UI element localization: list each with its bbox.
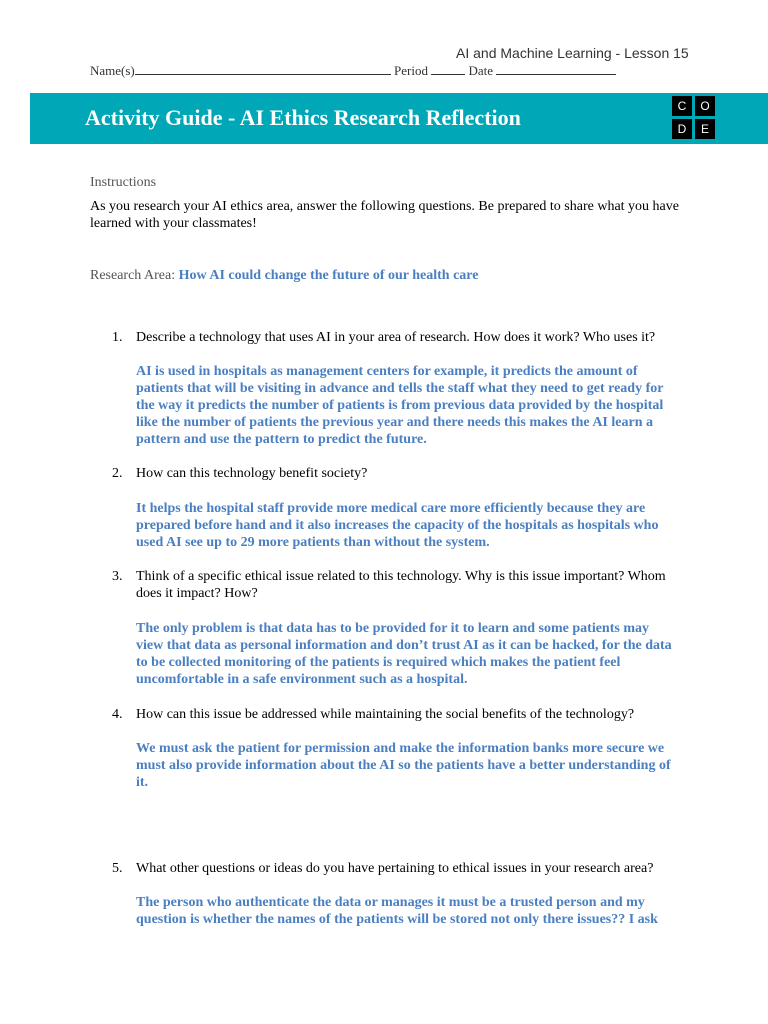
logo-letter: C bbox=[672, 96, 692, 116]
answer-3: The only problem is that data has to be provided for it to learn and some patients may view that data as personal information and don’t trust AI as it can be hacked, for the data to be collected monitoring of the patients is required which makes the patient feel uncomfortable in a safe environment such as a hospital. bbox=[136, 621, 672, 687]
question-text: How can this technology benefit society? bbox=[136, 466, 368, 481]
question-number: 5. bbox=[112, 861, 123, 876]
question-number: 4. bbox=[112, 707, 123, 722]
code-logo bbox=[672, 96, 716, 140]
answer-4: We must ask the patient for permission and make the information banks more secure we must also provide information about the AI so the patients have a better understanding of it. bbox=[136, 741, 671, 790]
date-label: Date bbox=[468, 63, 494, 78]
question-1 bbox=[112, 329, 672, 346]
question-text: Think of a specific ethical issue related to this technology. Why is this issue important? Whom does it impact? How? bbox=[136, 569, 666, 601]
name-period-date-line bbox=[90, 62, 616, 79]
lesson-label: AI and Machine Learning - Lesson 15 bbox=[456, 45, 689, 61]
period-label: Period bbox=[394, 63, 428, 78]
name-label: Name(s) bbox=[90, 63, 135, 78]
logo-letter: E bbox=[695, 119, 715, 139]
answer-2: It helps the hospital staff provide more medical care more efficiently because they are prepared before hand and it also increases the capacity of the hospitals as hospitals who used AI see up to 29 more patients than without the system. bbox=[136, 501, 659, 550]
question-number: 3. bbox=[112, 569, 123, 584]
research-area bbox=[90, 268, 478, 284]
logo-letter: O bbox=[695, 96, 715, 116]
title-banner bbox=[30, 93, 768, 144]
instructions-text: As you research your AI ethics area, answer the following questions. Be prepared to share what you have learned with your classmates! bbox=[90, 199, 679, 231]
research-topic: How AI could change the future of our health care bbox=[178, 268, 479, 283]
name-blank bbox=[135, 62, 391, 75]
question-2 bbox=[112, 465, 672, 482]
question-text: Describe a technology that uses AI in your area of research. How does it work? Who uses it? bbox=[136, 330, 656, 345]
period-blank bbox=[431, 62, 465, 75]
question-5 bbox=[112, 860, 672, 877]
answer-5: The person who authenticate the data or manages it must be a trusted person and my question is whether the names of the patients will be stored not only there issues?? I ask bbox=[136, 895, 658, 927]
question-text: How can this issue be addressed while maintaining the social benefits of the technology? bbox=[136, 707, 635, 722]
instructions-label: Instructions bbox=[90, 175, 157, 190]
answer-1: AI is used in hospitals as management centers for example, it predicts the amount of patients that will be visiting in advance and tells the staff what they need to get ready for the way it predicts the number of patients is from previous data provided by the hospital like the number of patients the previous year and there needs this makes the AI learn a pattern and use the pattern to predict the future. bbox=[136, 364, 664, 447]
question-text: What other questions or ideas do you have pertaining to ethical issues in your research area? bbox=[136, 861, 654, 876]
question-number: 1. bbox=[112, 330, 123, 345]
logo-letter: D bbox=[672, 119, 692, 139]
date-blank bbox=[496, 62, 616, 75]
question-3 bbox=[112, 568, 672, 602]
question-number: 2. bbox=[112, 466, 123, 481]
page-title: Activity Guide - AI Ethics Research Reflection bbox=[85, 105, 521, 130]
question-4 bbox=[112, 706, 672, 723]
research-area-label: Research Area: bbox=[90, 268, 176, 283]
